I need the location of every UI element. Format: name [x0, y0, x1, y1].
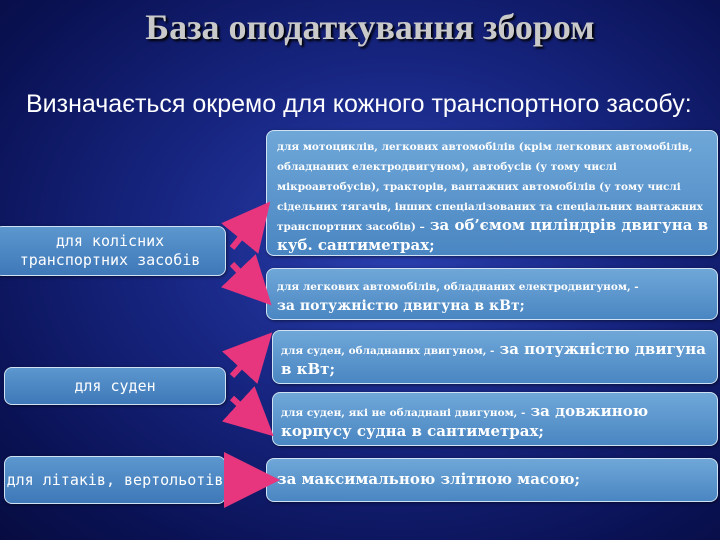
- category-aircraft-label: для літаків, вертольотів: [6, 471, 224, 489]
- rule-wheeled-power-text: для легкових автомобілів, обладнаних електродвигуном, -: [277, 281, 639, 293]
- category-wheeled-label: для колісних транспортних засобів: [19, 232, 201, 269]
- rule-aircraft-box: [266, 458, 718, 502]
- category-vessels-box: [4, 367, 226, 405]
- rule-vessel-noengine-box: [272, 392, 718, 446]
- category-vessels-label: для суден: [74, 377, 156, 395]
- rule-wheeled-volume-emph: за об’ємом циліндрів двигуна в куб. сантиметрах;: [277, 216, 709, 254]
- rule-vessel-engine-text: для суден, обладнаних двигуном, -: [281, 345, 495, 357]
- rule-vessel-noengine-text: для суден, які не обладнані двигуном, -: [281, 407, 526, 419]
- arrow-wheeled-volume: [232, 220, 255, 248]
- rule-wheeled-volume-text: для мотоциклів, легкових автомобілів (крім легкових автомобілів, обладнаних електродвигуном), автобусів (у тому числі мікроавтобусів), тракторів, вантажних автомобілів (у тому числі сідельних тягачів, інших спеціалізованих та спеціальних вантажних транспортних засобів) –: [277, 141, 703, 233]
- rule-wheeled-power-box: [266, 268, 718, 320]
- category-wheeled-box: [0, 226, 226, 276]
- rule-aircraft-emph: за максимальною злітною масою;: [277, 470, 580, 488]
- arrow-vessel-engine: [232, 350, 256, 376]
- rule-vessel-engine-box: [272, 330, 718, 384]
- rule-wheeled-volume-box: [266, 130, 718, 256]
- page-subtitle: Визначається окремо для кожного транспортного засобу:: [26, 90, 692, 118]
- rule-vessel-noengine-emph: за довжиною корпусу судна в сантиметрах;: [281, 402, 649, 440]
- rule-vessel-engine-emph: за потужністю двигуна в кВт;: [281, 340, 706, 378]
- rule-wheeled-power-emph: за потужністю двигуна в кВт;: [277, 298, 525, 314]
- category-aircraft-box: [4, 456, 226, 504]
- arrow-wheeled-power: [232, 264, 255, 288]
- page-title: База оподаткування збором: [145, 7, 595, 47]
- arrow-vessel-noengine: [232, 398, 256, 420]
